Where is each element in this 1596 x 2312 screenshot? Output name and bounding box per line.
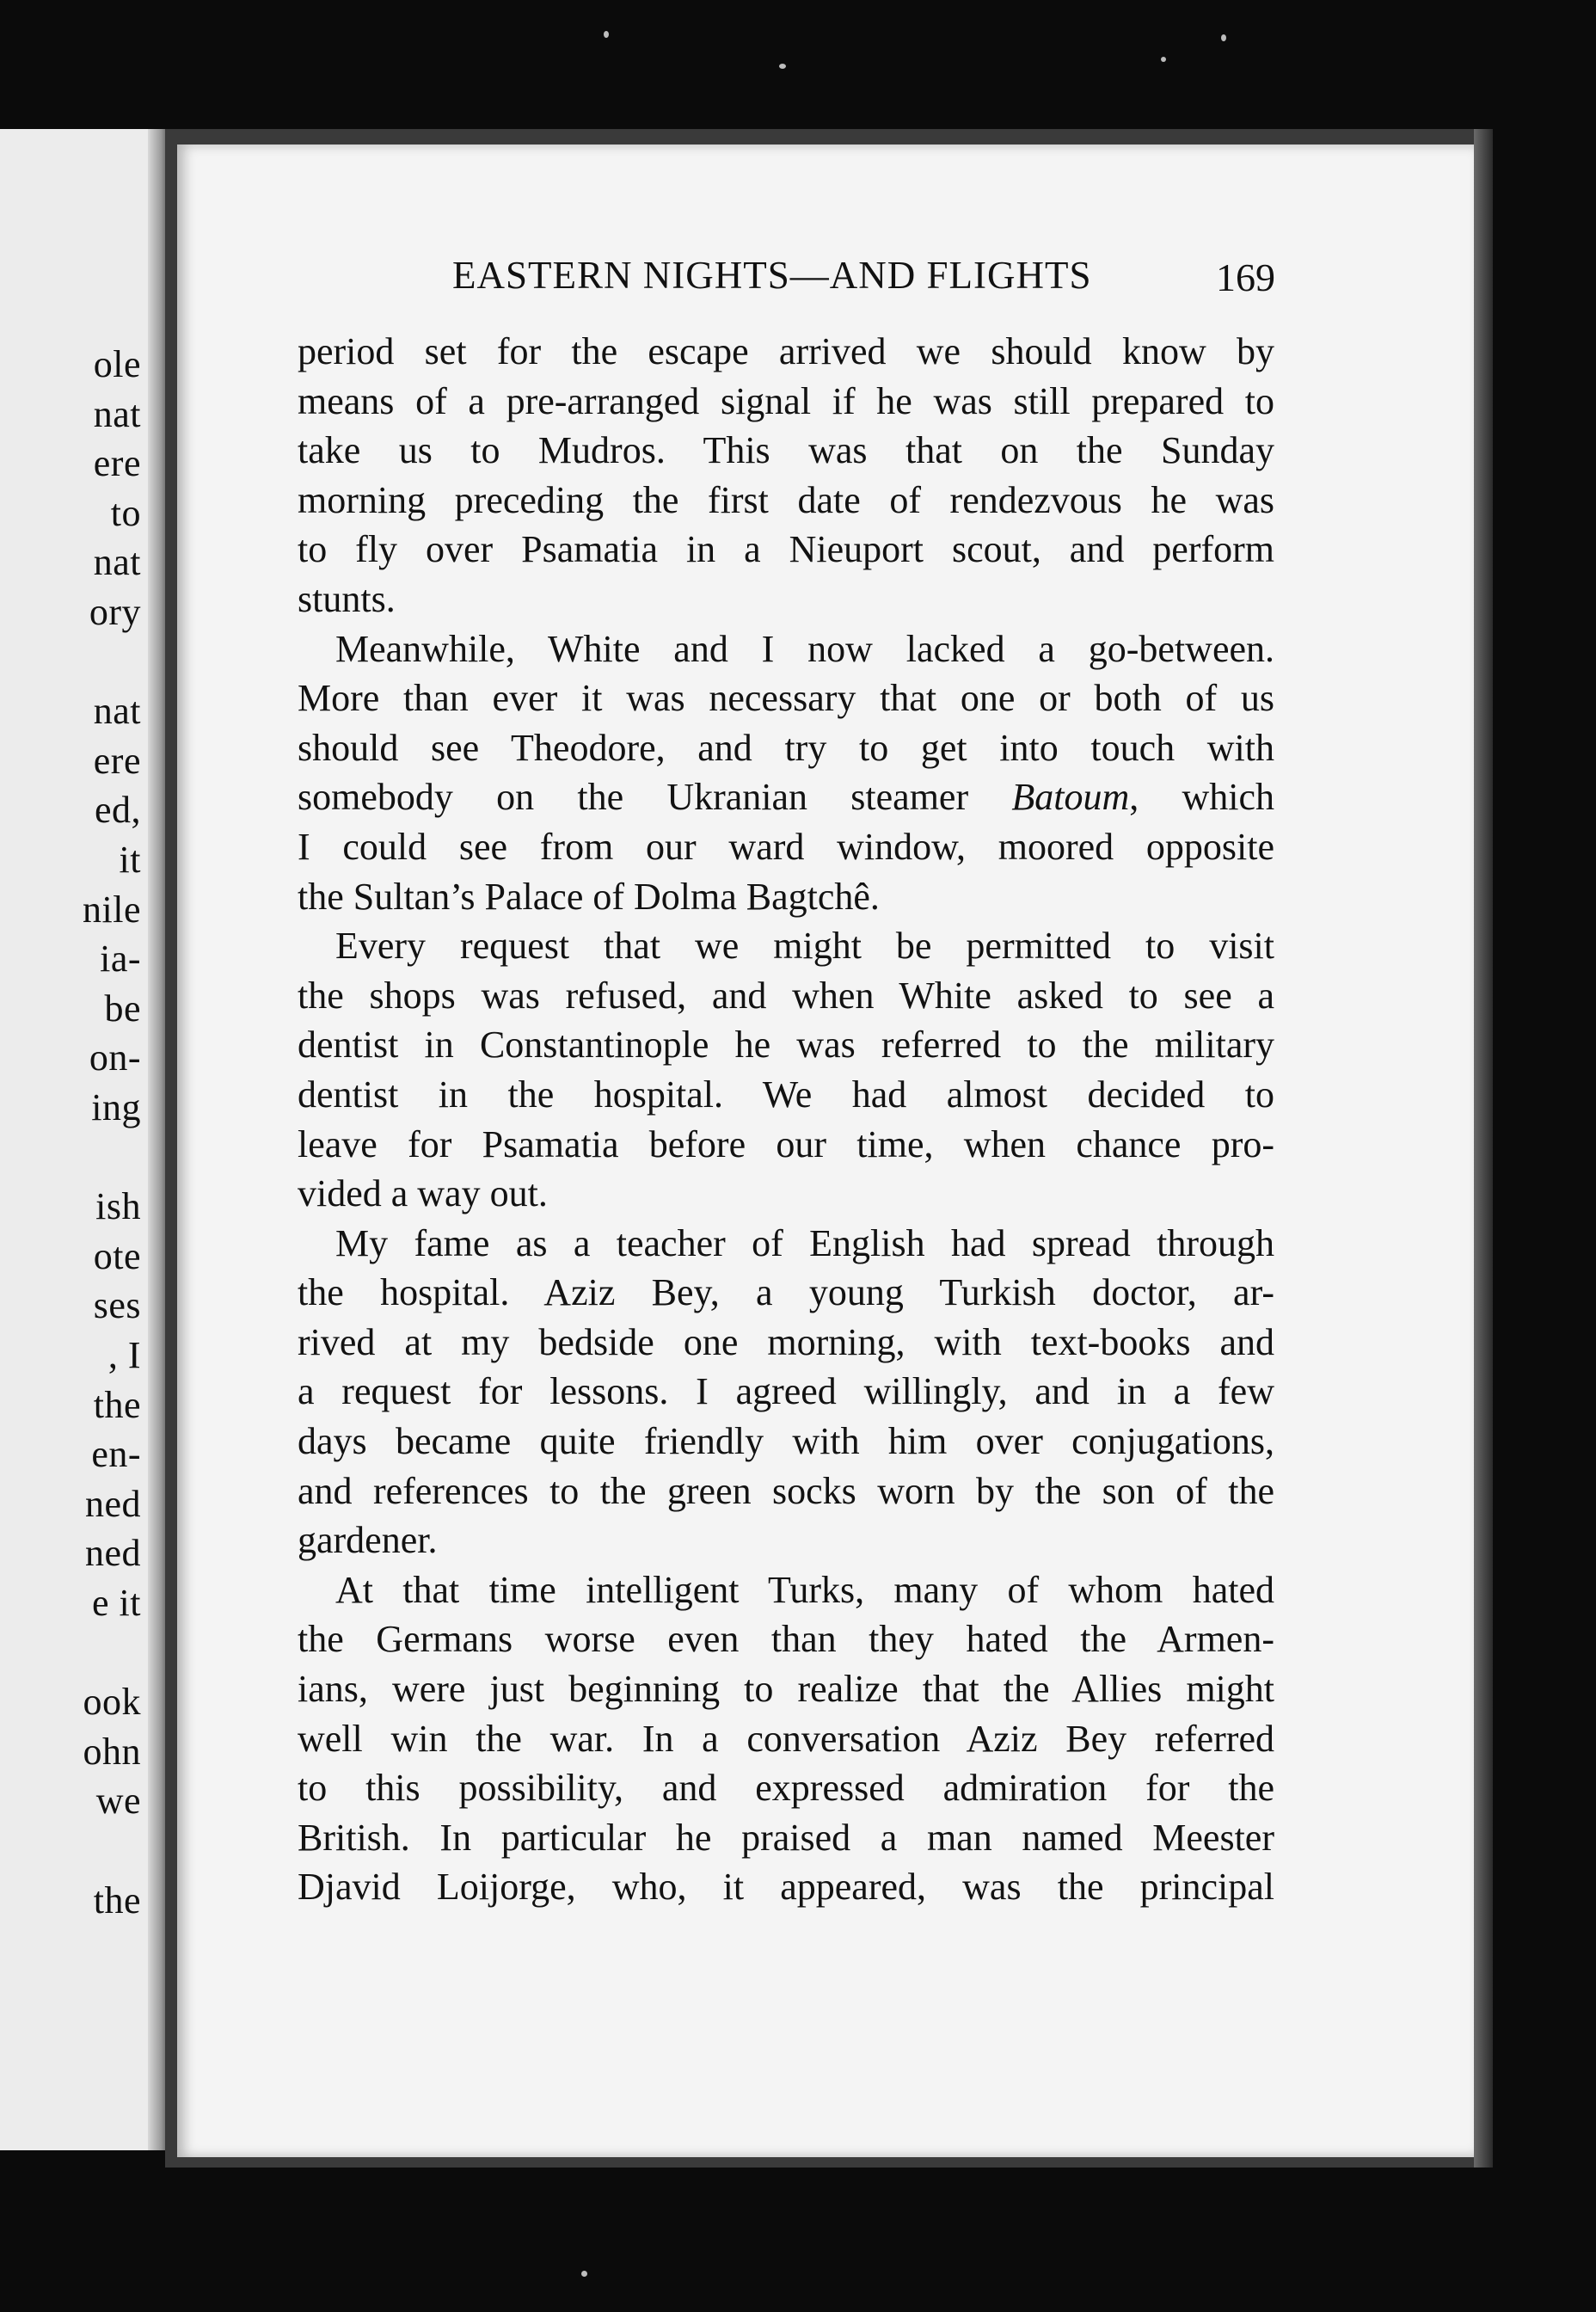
left-page-line: on- [89,1036,141,1079]
left-page-line: ere [93,739,141,782]
ship-name: Batoum [1011,776,1130,819]
body-line: and references to the green socks worn by the son of the [298,1469,1274,1512]
body-line: to this possibility, and expressed admiration for the [298,1767,1274,1810]
body-line: Meanwhile, White and I now lacked a go-between. [335,627,1274,670]
body-line: Every request that we might be permitted to visit [335,925,1274,968]
body-line: well win the war. In a conversation Aziz Bey referred [298,1717,1274,1760]
body-line: should see Theodore, and try to get into touch with [298,726,1274,769]
body-line: gardener. [298,1519,438,1562]
body-line: the hospital. Aziz Bey, a young Turkish doctor, ar- [298,1271,1274,1314]
body-line: the Sultan’s Palace of Dolma Bagtchê. [298,875,880,918]
body-line: dentist in the hospital. We had almost decided to [298,1073,1274,1116]
body-line: My fame as a teacher of English had spread through [335,1221,1274,1264]
body-line: I could see from our ward window, moored opposite [298,825,1274,868]
left-page-line: nat [93,690,141,733]
body-line: morning preceding the first date of rendezvous he was [298,478,1274,521]
dust-speck [1161,57,1166,62]
left-page-line: ned [84,1532,141,1575]
left-page-line: ing [91,1086,141,1128]
left-page-line: ohn [83,1730,141,1773]
body-line: period set for the escape arrived we should know by [298,330,1274,372]
running-head: EASTERN NIGHTS—AND FLIGHTS [452,254,1092,297]
left-page-line: nat [93,541,141,584]
left-page-line: to [110,491,141,534]
dust-speck [581,2271,587,2277]
body-line: stunts. [298,577,396,620]
left-page-line: en- [91,1433,141,1476]
left-page-line: ses [93,1284,141,1327]
body-line: the shops was refused, and when White asked to see a [298,974,1274,1017]
left-page-line: , I [107,1334,141,1376]
body-line: a request for lessons. I agreed willingly, and in a few [298,1370,1274,1413]
body-line: ians, were just beginning to realize that the Allies might [298,1668,1274,1711]
dust-speck [779,64,786,69]
body-line: dentist in Constantinople he was referred to the military [298,1024,1274,1067]
left-page-line: it [119,839,141,881]
body-line: More than ever it was necessary that one or both of us [298,677,1274,720]
left-page-line: the [93,1383,141,1426]
left-page-line: be [104,987,141,1030]
body-line: somebody on the Ukranian steamer Batoum, which [298,776,1274,819]
page-edge [1474,129,1493,2168]
left-page-line: ole [93,343,141,385]
left-page-line: nat [93,392,141,435]
left-page-line: we [95,1780,141,1823]
left-page-line: ere [93,442,141,485]
left-page-line: nile [83,888,141,931]
body-line: Djavid Loijorge, who, it appeared, was the principal [298,1866,1274,1909]
body-line: to fly over Psamatia in a Nieuport scout, and perform [298,528,1274,571]
body-text [298,327,1274,1912]
left-page-line: the [93,1879,141,1922]
body-line: take us to Mudros. This was that on the Sunday [298,429,1274,472]
dust-speck [1221,34,1226,41]
page-number: 169 [1216,255,1275,299]
left-page-line: ia- [100,938,141,981]
body-line: vided a way out. [298,1172,548,1215]
left-page-line: ned [84,1482,141,1525]
left-page-line: ish [95,1185,141,1228]
body-line: the Germans worse even than they hated the Armen- [298,1618,1274,1661]
left-page-line: ote [93,1234,141,1277]
left-page-line: ook [83,1681,141,1724]
left-page-line: ory [89,591,141,633]
body-line: leave for Psamatia before our time, when chance pro- [298,1122,1274,1165]
dust-speck [604,31,609,38]
body-line: means of a pre-arranged signal if he was still prepared to [298,379,1274,422]
body-line: At that time intelligent Turks, many of whom hated [335,1568,1274,1611]
body-line: days became quite friendly with him over conjugations, [298,1420,1274,1463]
left-page [0,129,163,2150]
body-line: British. In particular he praised a man named Meester [298,1816,1274,1859]
left-page-line: e it [92,1582,141,1624]
left-page-line: ed, [94,789,141,832]
body-line: rived at my bedside one morning, with text-books and [298,1320,1274,1363]
